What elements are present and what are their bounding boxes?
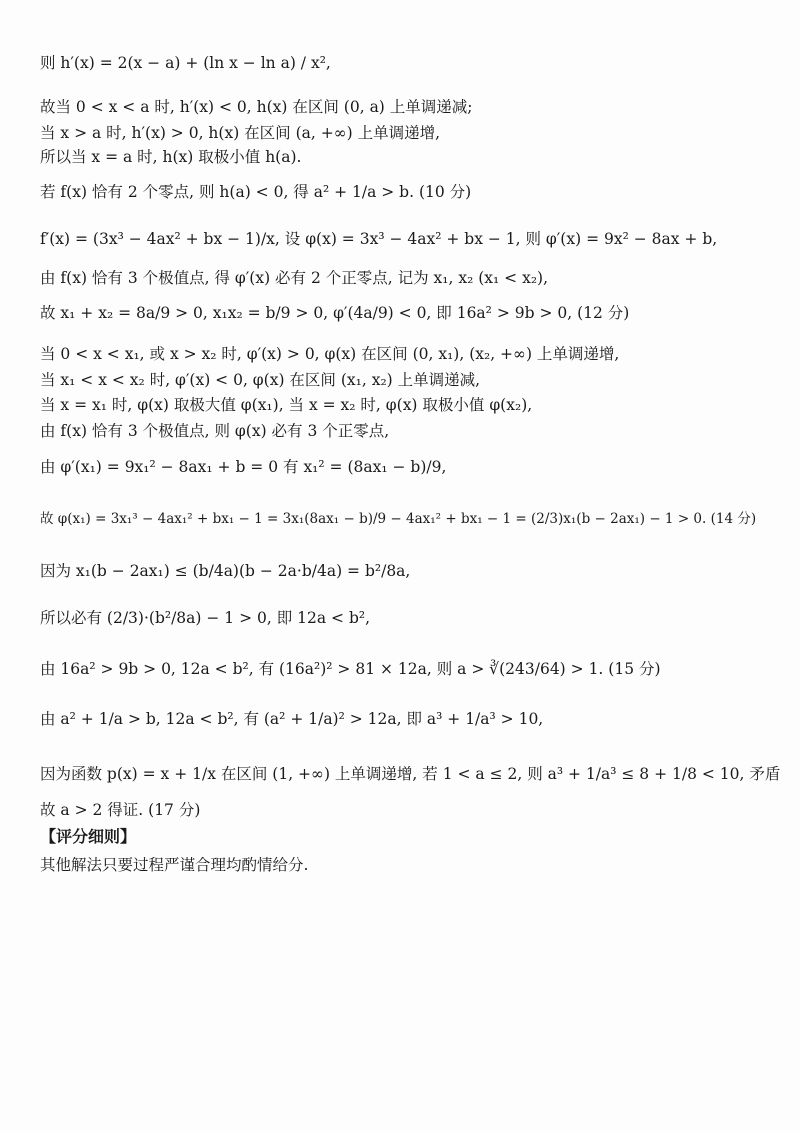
- solution-line: 由 16a² > 9b > 0, 12a < b², 有 (16a²)² > 81 × 12a, 则 a > ∛(243/64) > 1. (15 分): [40, 660, 661, 678]
- solution-line: 由 a² + 1/a > b, 12a < b², 有 (a² + 1/a)² > 12a, 即 a³ + 1/a³ > 10,: [40, 710, 544, 728]
- solution-line: 由 f(x) 恰有 3 个极值点, 则 φ(x) 必有 3 个正零点,: [40, 422, 390, 440]
- grading-note: 其他解法只要过程严谨合理均酌情给分.: [40, 856, 309, 874]
- solution-line: 当 0 < x < x₁, 或 x > x₂ 时, φ′(x) > 0, φ(x) 在区间 (0, x₁), (x₂, +∞) 上单调递增,: [40, 345, 620, 363]
- solution-line: 当 x₁ < x < x₂ 时, φ′(x) < 0, φ(x) 在区间 (x₁, x₂) 上单调递减,: [40, 371, 481, 389]
- solution-line: 由 φ′(x₁) = 9x₁² − 8ax₁ + b = 0 有 x₁² = (8ax₁ − b)/9,: [40, 458, 447, 476]
- solution-line: 故 x₁ + x₂ = 8a/9 > 0, x₁x₂ = b/9 > 0, φ′(4a/9) < 0, 即 16a² > 9b > 0, (12 分): [40, 304, 630, 322]
- solution-line: 故 a > 2 得证. (17 分): [40, 801, 201, 819]
- solution-line: f′(x) = (3x³ − 4ax² + bx − 1)/x, 设 φ(x) = 3x³ − 4ax² + bx − 1, 则 φ′(x) = 9x² − 8ax + b,: [40, 230, 718, 248]
- solution-line: 故 φ(x₁) = 3x₁³ − 4ax₁² + bx₁ − 1 = 3x₁(8ax₁ − b)/9 − 4ax₁² + bx₁ − 1 = (2/3)x₁(b − 2ax₁) − 1 > 0. (14 分): [40, 511, 757, 527]
- solution-line: 当 x > a 时, h′(x) > 0, h(x) 在区间 (a, +∞) 上单调递增,: [40, 124, 441, 142]
- solution-line: 因为 x₁(b − 2ax₁) ≤ (b/4a)(b − 2a·b/4a) = b²/8a,: [40, 562, 411, 580]
- solution-line: 所以当 x = a 时, h(x) 取极小值 h(a).: [40, 148, 302, 166]
- solution-line: 因为函数 p(x) = x + 1/x 在区间 (1, +∞) 上单调递增, 若 1 < a ≤ 2, 则 a³ + 1/a³ ≤ 8 + 1/8 < 10, 矛盾: [40, 765, 780, 783]
- solution-line: 由 f(x) 恰有 3 个极值点, 得 φ′(x) 必有 2 个正零点, 记为 x₁, x₂ (x₁ < x₂),: [40, 269, 549, 287]
- solution-line: 所以必有 (2/3)·(b²/8a) − 1 > 0, 即 12a < b²,: [40, 609, 371, 627]
- solution-line: 当 x = x₁ 时, φ(x) 取极大值 φ(x₁), 当 x = x₂ 时, φ(x) 取极小值 φ(x₂),: [40, 396, 533, 414]
- solution-line: 若 f(x) 恰有 2 个零点, 则 h(a) < 0, 得 a² + 1/a > b. (10 分): [40, 183, 472, 201]
- section-title: 【评分细则】: [40, 827, 137, 846]
- solution-line: 则 h′(x) = 2(x − a) + (ln x − ln a) / x²,: [40, 54, 331, 72]
- solution-line: 故当 0 < x < a 时, h′(x) < 0, h(x) 在区间 (0, a) 上单调递减;: [40, 98, 473, 116]
